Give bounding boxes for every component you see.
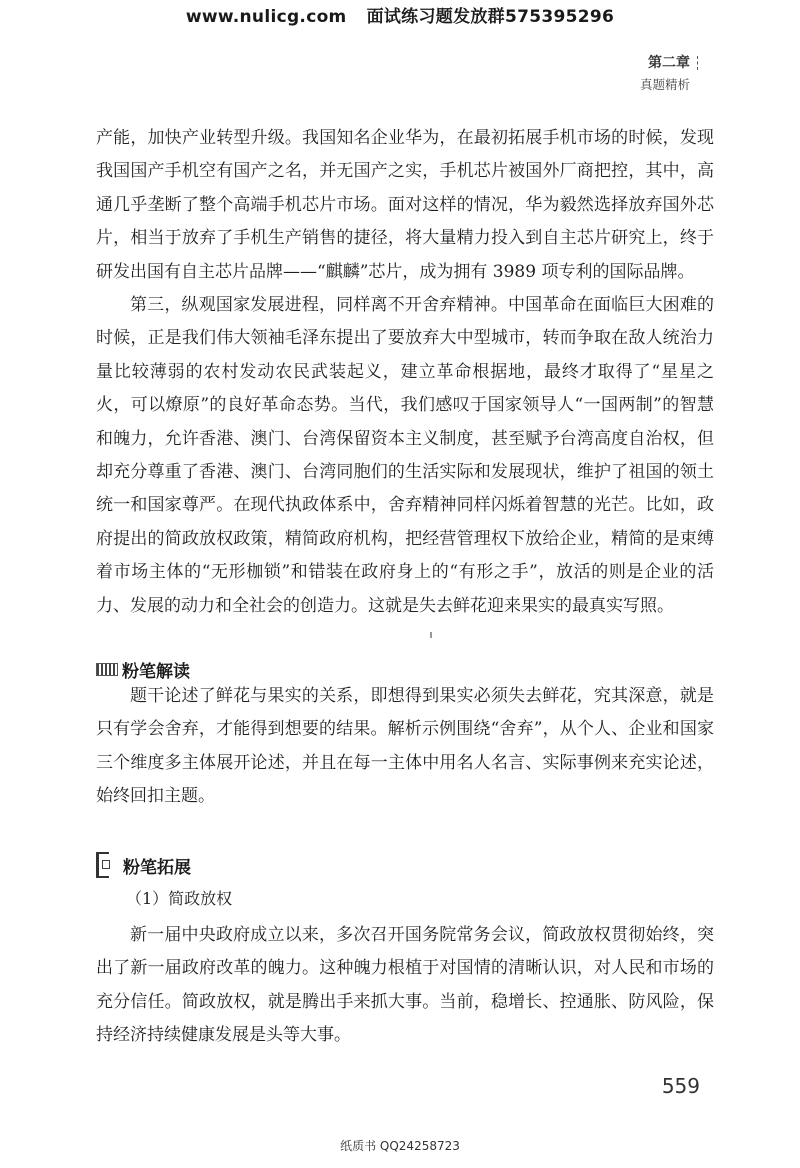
chapter-marker bbox=[697, 56, 700, 70]
extension-title: 粉笔拓展 bbox=[123, 857, 191, 878]
scan-speck bbox=[430, 632, 432, 638]
website-text: www.nulicg.com bbox=[185, 7, 347, 27]
chapter-title: 第二章 bbox=[648, 55, 690, 71]
scan-credit: 纸质书 QQ24258723 bbox=[340, 1139, 460, 1153]
interpretation-block bbox=[96, 680, 714, 814]
body-paragraph-1: 产能，加快产业转型升级。我国知名企业华为，在最初拓展手机市场的时候，发现我国国产手机空有国产之名，并无国产之实，手机芯片被国外厂商把控，其中，高通几乎垄断了整个高端手机芯片市场。面对这样的情况，华为毅然选择放弃国外芯片，相当于放弃了手机生产销售的捷径，将大量精力投入到自主芯片研究上，终于研发出国有自主芯片品牌——“麒麟”芯片，成为拥有 3989 项专利的国际品牌。 bbox=[96, 128, 714, 282]
group-notice-text: 面试练习题发放群575395296 bbox=[366, 7, 615, 27]
extension-block bbox=[96, 919, 714, 1053]
extension-heading bbox=[96, 852, 191, 878]
interpretation-heading bbox=[96, 657, 190, 682]
chapter-header bbox=[640, 52, 690, 96]
extension-sub-label: （1）简政放权 bbox=[126, 889, 233, 908]
interpretation-text: 题干论述了鲜花与果实的关系，即想得到果实必须失去鲜花，究其深意，就是只有学会舍弃，才能得到想要的结果。解析示例围绕“舍弃”，从个人、企业和国家三个维度多主体展开论述，并且在每一主体中用名人名言、实际事例来充实论述，始终回扣主题。 bbox=[96, 686, 714, 807]
book-icon bbox=[96, 852, 109, 878]
main-body bbox=[96, 122, 714, 623]
top-banner bbox=[0, 2, 800, 27]
chapter-subtitle: 真题精析 bbox=[639, 77, 690, 92]
page-number: 559 bbox=[661, 1074, 700, 1098]
interpretation-icon bbox=[96, 663, 118, 676]
extension-text: 新一届中央政府成立以来，多次召开国务院常务会议，简政放权贯彻始终，突出了新一届政府改革的魄力。这种魄力根植于对国情的清晰认识，对人民和市场的充分信任。简政放权，就是腾出手来抓大事。当前，稳增长、控通胀、防风险，保持经济持续健康发展是头等大事。 bbox=[96, 925, 714, 1046]
interpretation-title: 粉笔解读 bbox=[122, 662, 190, 682]
body-paragraph-2: 第三，纵观国家发展进程，同样离不开舍弃精神。中国革命在面临巨大困难的时候，正是我们伟大领袖毛泽东提出了要放弃大中型城市，转而争取在敌人统治力量比较薄弱的农村发动农民武装起义，建立革命根据地，最终才取得了“星星之火，可以燎原”的良好革命态势。当代，我们感叹于国家领导人“一国两制”的智慧和魄力，允许香港、澳门、台湾保留资本主义制度，甚至赋予台湾高度自治权，但却充分尊重了香港、澳门、台湾同胞们的生活实际和发展现状，维护了祖国的领土统一和国家尊严。在现代执政体系中，舍弃精神同样闪烁着智慧的光芒。比如，政府提出的简政放权政策，精简政府机构，把经营管理权下放给企业，精简的是束缚着市场主体的“无形枷锁”和错装在政府身上的“有形之手”，放活的则是企业的活力、发展的动力和全社会的创造力。这就是失去鲜花迎来果实的最真实写照。 bbox=[96, 295, 714, 616]
